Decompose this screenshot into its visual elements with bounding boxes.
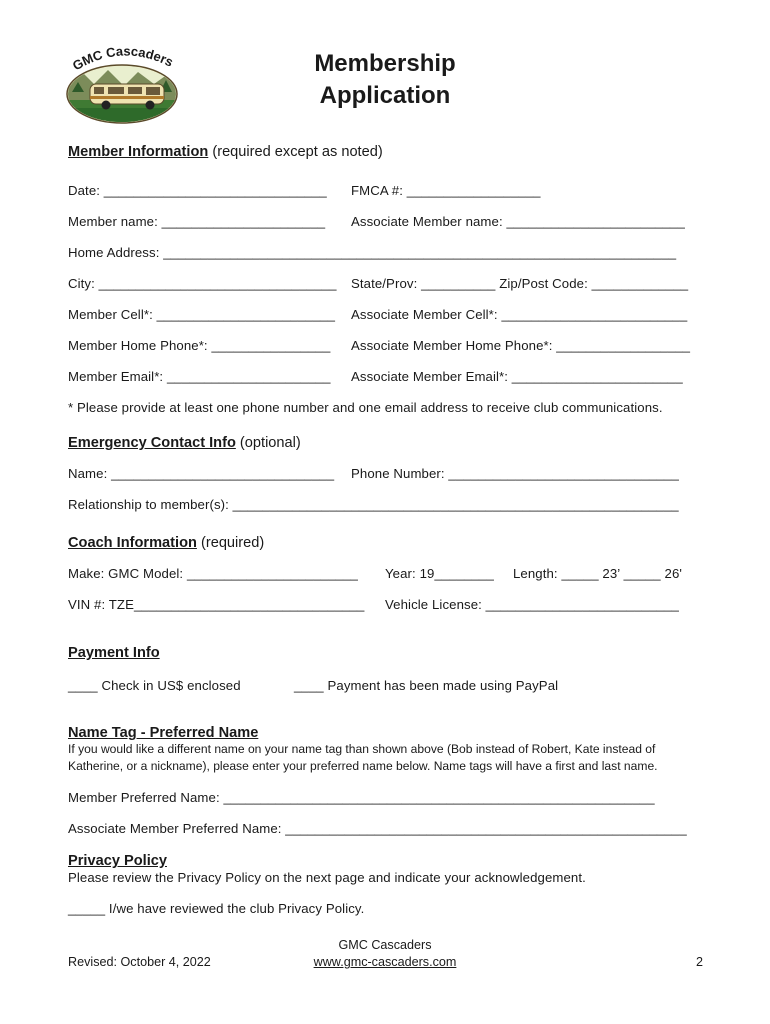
state-zip-field[interactable]: State/Prov: __________ Zip/Post Code: _____________ (351, 276, 689, 291)
coach-note: (required) (200, 535, 265, 551)
emergency-phone-field[interactable]: Phone Number: _______________________________ (351, 466, 679, 481)
length-field[interactable]: Length: _____ 23’ _____ 26' (513, 566, 682, 581)
city-field[interactable]: City: ________________________________ (68, 276, 337, 291)
payment-title: Payment Info (68, 645, 160, 661)
vehicle-license-field[interactable]: Vehicle License: __________________________ (385, 597, 679, 612)
payment-paypal-option[interactable]: ____ Payment has been made using PayPal (294, 678, 559, 693)
privacy-heading (68, 853, 167, 869)
member-info-heading (68, 144, 383, 160)
member-info-note: (required except as noted) (212, 144, 383, 160)
emergency-note: (optional) (239, 435, 301, 451)
page-title: Membership Application (314, 50, 456, 109)
relationship-field[interactable]: Relationship to member(s): ____________________________________________________________ (68, 497, 679, 512)
contact-footnote: * Please provide at least one phone number and one email address to receive club communications. (68, 400, 663, 415)
member-info-title: Member Information (68, 144, 209, 160)
privacy-text: Please review the Privacy Policy on the next page and indicate your acknowledgement. (68, 870, 586, 885)
name-tag-heading (68, 725, 258, 741)
fmca-field[interactable]: FMCA #: __________________ (351, 183, 541, 198)
associate-cell-field[interactable]: Associate Member Cell*: _________________________ (351, 307, 688, 322)
payment-heading (68, 645, 160, 661)
associate-home-phone-field[interactable]: Associate Member Home Phone*: __________________ (351, 338, 691, 353)
name-tag-description: If you would like a different name on your name tag than shown above (Bob instead of Robert, Kate instead of Katherine, or a nickname), please enter your preferred name below. Name tags will have a first and last name. (68, 742, 658, 773)
home-address-field[interactable]: Home Address: _____________________________________________________________________ (68, 245, 677, 260)
coach-title: Coach Information (68, 535, 197, 551)
member-name-field[interactable]: Member name: ______________________ (68, 214, 326, 229)
associate-email-field[interactable]: Associate Member Email*: _______________________ (351, 369, 683, 384)
make-model-field[interactable]: Make: GMC Model: _______________________ (68, 566, 358, 581)
name-tag-title: Name Tag - Preferred Name (68, 725, 259, 741)
coach-heading (68, 535, 264, 551)
emergency-name-field[interactable]: Name: ______________________________ (68, 466, 335, 481)
year-field[interactable]: Year: 19________ (385, 566, 494, 581)
vin-field[interactable]: VIN #: TZE_______________________________ (68, 597, 365, 612)
privacy-ack-field[interactable]: _____ I/we have reviewed the club Privacy Policy. (68, 901, 365, 916)
member-email-field[interactable]: Member Email*: ______________________ (68, 369, 331, 384)
emergency-heading (68, 435, 301, 451)
revised-date: Revised: October 4, 2022 (68, 955, 211, 969)
date-field[interactable]: Date: ______________________________ (68, 183, 327, 198)
payment-check-option[interactable]: ____ Check in US$ enclosed (68, 678, 241, 693)
logo-text: GMC Cascaders (69, 43, 176, 74)
associate-name-field[interactable]: Associate Member name: ________________________ (351, 214, 685, 229)
member-home-phone-field[interactable]: Member Home Phone*: ________________ (68, 338, 331, 353)
gmc-cascaders-logo (64, 42, 186, 124)
footer-url-link[interactable]: www.gmc-cascaders.com (313, 955, 457, 969)
member-preferred-name-field[interactable]: Member Preferred Name: __________________________________________________________ (68, 790, 655, 805)
footer-org: GMC Cascaders (338, 938, 432, 952)
member-cell-field[interactable]: Member Cell*: ________________________ (68, 307, 336, 322)
associate-preferred-name-field[interactable]: Associate Member Preferred Name: ______________________________________________________ (68, 821, 687, 836)
emergency-title: Emergency Contact Info (68, 435, 236, 451)
privacy-title: Privacy Policy (68, 853, 167, 869)
page-number: 2 (696, 955, 704, 969)
